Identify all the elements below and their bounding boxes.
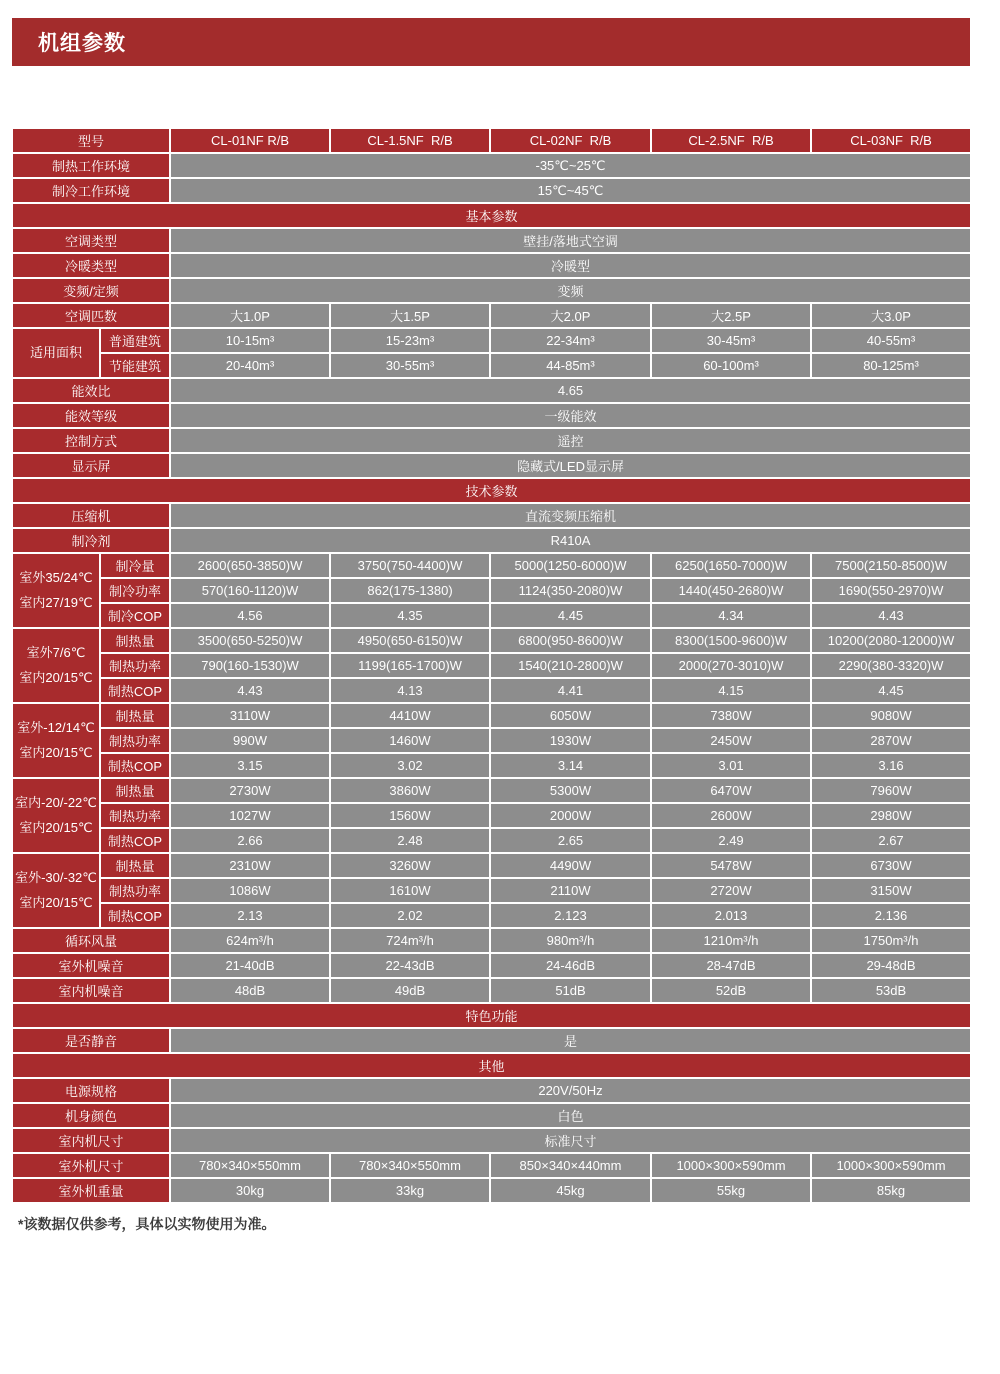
value-cell: 33kg: [330, 1178, 490, 1203]
value-cell: 40-55m³: [811, 328, 971, 353]
value-cell: 3260W: [330, 853, 490, 878]
value-cell: 7960W: [811, 778, 971, 803]
value-cell: 29-48dB: [811, 953, 971, 978]
row-label: 显示屏: [12, 453, 170, 478]
page-title-banner: [12, 18, 970, 66]
value-cell: 1440(450-2680)W: [651, 578, 811, 603]
table-row: [12, 353, 971, 378]
sub-row-label: 制热功率: [100, 803, 170, 828]
table-row: [12, 853, 971, 878]
value-cell: 2310W: [170, 853, 330, 878]
value-cell: 2.67: [811, 828, 971, 853]
value-cell: 2980W: [811, 803, 971, 828]
section-row: [12, 478, 971, 503]
group-label-line: 室内27/19℃: [19, 594, 93, 610]
value-cell: 6050W: [490, 703, 651, 728]
value-cell: 5300W: [490, 778, 651, 803]
spec-table: [11, 127, 972, 1204]
value-cell: 4.43: [811, 603, 971, 628]
sub-row-label: 制热量: [100, 778, 170, 803]
table-row: [12, 728, 971, 753]
value-cell: 6470W: [651, 778, 811, 803]
page-title: 机组参数: [38, 32, 126, 55]
value-cell: 22-43dB: [330, 953, 490, 978]
value-cell: 2.49: [651, 828, 811, 853]
group-label: [12, 703, 100, 778]
row-label: 室外机重量: [12, 1178, 170, 1203]
table-row: [12, 1178, 971, 1203]
table-row: [12, 528, 971, 553]
value-cell: 49dB: [330, 978, 490, 1003]
value-cell: 7380W: [651, 703, 811, 728]
value-cell: 30-45m³: [651, 328, 811, 353]
row-label: 制冷剂: [12, 528, 170, 553]
group-label-line: 室内20/15℃: [19, 744, 93, 760]
row-value: 直流变频压缩机: [170, 503, 971, 528]
table-row: [12, 603, 971, 628]
value-cell: 570(160-1120)W: [170, 578, 330, 603]
row-value: 壁挂/落地式空调: [170, 228, 971, 253]
model-name: CL-1.5NF R/B: [330, 128, 490, 153]
group-label: [12, 628, 100, 703]
value-cell: 1540(210-2800)W: [490, 653, 651, 678]
value-cell: 45kg: [490, 1178, 651, 1203]
value-cell: 2000(270-3010)W: [651, 653, 811, 678]
value-cell: 980m³/h: [490, 928, 651, 953]
sub-row-label: 普通建筑: [100, 328, 170, 353]
model-name: CL-03NF R/B: [811, 128, 971, 153]
value-cell: 6250(1650-7000)W: [651, 553, 811, 578]
sub-row-label: 制热COP: [100, 678, 170, 703]
row-value: 冷暖型: [170, 253, 971, 278]
group-label: [12, 328, 100, 378]
value-cell: 2.13: [170, 903, 330, 928]
group-label: [12, 778, 100, 853]
group-label-line: 室外-12/14℃: [17, 719, 95, 735]
value-cell: 2.013: [651, 903, 811, 928]
value-cell: 3150W: [811, 878, 971, 903]
row-value: 遥控: [170, 428, 971, 453]
value-cell: 2600W: [651, 803, 811, 828]
value-cell: 80-125m³: [811, 353, 971, 378]
table-row: [12, 378, 971, 403]
value-cell: 724m³/h: [330, 928, 490, 953]
value-cell: 2730W: [170, 778, 330, 803]
section-title: 特色功能: [12, 1003, 971, 1028]
row-value: 变频: [170, 278, 971, 303]
row-value: R410A: [170, 528, 971, 553]
value-cell: 21-40dB: [170, 953, 330, 978]
value-cell: 3750(750-4400)W: [330, 553, 490, 578]
table-row: [12, 1078, 971, 1103]
row-label: 冷暖类型: [12, 253, 170, 278]
value-cell: 1750m³/h: [811, 928, 971, 953]
section-title: 其他: [12, 1053, 971, 1078]
value-cell: 2720W: [651, 878, 811, 903]
value-cell: 10200(2080-12000)W: [811, 628, 971, 653]
row-value: 一级能效: [170, 403, 971, 428]
row-value: 15℃~45℃: [170, 178, 971, 203]
value-cell: 28-47dB: [651, 953, 811, 978]
value-cell: 4.43: [170, 678, 330, 703]
group-label-line: 室外-30/-32℃: [15, 869, 97, 885]
row-label: 室外机噪音: [12, 953, 170, 978]
table-row: [12, 578, 971, 603]
table-row: [12, 553, 971, 578]
table-row: [12, 403, 971, 428]
section-row: [12, 203, 971, 228]
row-value: 白色: [170, 1103, 971, 1128]
value-cell: 53dB: [811, 978, 971, 1003]
sub-row-label: 制热量: [100, 628, 170, 653]
group-label-line: 室内20/15℃: [19, 894, 93, 910]
model-name: CL-01NF R/B: [170, 128, 330, 153]
sub-row-label: 制热COP: [100, 903, 170, 928]
value-cell: 780×340×550mm: [170, 1153, 330, 1178]
value-cell: 5478W: [651, 853, 811, 878]
row-label: 是否静音: [12, 1028, 170, 1053]
value-cell: 2.123: [490, 903, 651, 928]
value-cell: 48dB: [170, 978, 330, 1003]
row-label: 室外机尺寸: [12, 1153, 170, 1178]
value-cell: 990W: [170, 728, 330, 753]
table-row: [12, 153, 971, 178]
sub-row-label: 制热量: [100, 853, 170, 878]
row-label: 电源规格: [12, 1078, 170, 1103]
value-cell: 4.45: [490, 603, 651, 628]
value-cell: 2870W: [811, 728, 971, 753]
value-cell: 850×340×440mm: [490, 1153, 651, 1178]
value-cell: 1000×300×590mm: [811, 1153, 971, 1178]
value-cell: 862(175-1380): [330, 578, 490, 603]
row-label: 能效等级: [12, 403, 170, 428]
value-cell: 3860W: [330, 778, 490, 803]
value-cell: 1000×300×590mm: [651, 1153, 811, 1178]
group-label-line: 室外7/6℃: [26, 644, 86, 660]
value-cell: 780×340×550mm: [330, 1153, 490, 1178]
value-cell: 4.41: [490, 678, 651, 703]
value-cell: 3110W: [170, 703, 330, 728]
section-row: [12, 1053, 971, 1078]
value-cell: 6800(950-8600)W: [490, 628, 651, 653]
group-label-line: 室内20/15℃: [19, 819, 93, 835]
value-cell: 15-23m³: [330, 328, 490, 353]
value-cell: 9080W: [811, 703, 971, 728]
value-cell: 55kg: [651, 1178, 811, 1203]
table-row: [12, 503, 971, 528]
sub-row-label: 制冷功率: [100, 578, 170, 603]
row-label: 空调类型: [12, 228, 170, 253]
value-cell: 4.34: [651, 603, 811, 628]
value-cell: 2.02: [330, 903, 490, 928]
model-name: CL-2.5NF R/B: [651, 128, 811, 153]
value-cell: 4.56: [170, 603, 330, 628]
row-label: 制冷工作环境: [12, 178, 170, 203]
value-cell: 4410W: [330, 703, 490, 728]
value-cell: 4950(650-6150)W: [330, 628, 490, 653]
table-row: [12, 978, 971, 1003]
table-row: [12, 253, 971, 278]
value-cell: 大1.0P: [170, 303, 330, 328]
table-row: [12, 753, 971, 778]
row-value: 220V/50Hz: [170, 1078, 971, 1103]
value-cell: 1199(165-1700)W: [330, 653, 490, 678]
value-cell: 624m³/h: [170, 928, 330, 953]
value-cell: 大1.5P: [330, 303, 490, 328]
value-cell: 30-55m³: [330, 353, 490, 378]
value-cell: 6730W: [811, 853, 971, 878]
value-cell: 3500(650-5250)W: [170, 628, 330, 653]
value-cell: 2450W: [651, 728, 811, 753]
row-label: 空调匹数: [12, 303, 170, 328]
table-row: [12, 703, 971, 728]
table-row: [12, 1153, 971, 1178]
value-cell: 3.01: [651, 753, 811, 778]
value-cell: 3.14: [490, 753, 651, 778]
group-label-line: 室内20/15℃: [19, 669, 93, 685]
group-label-line: 适用面积: [29, 344, 82, 360]
row-label: 机身颜色: [12, 1103, 170, 1128]
table-row: [12, 1103, 971, 1128]
value-cell: 7500(2150-8500)W: [811, 553, 971, 578]
value-cell: 10-15m³: [170, 328, 330, 353]
model-header-label: 型号: [12, 128, 170, 153]
value-cell: 2.65: [490, 828, 651, 853]
table-row: [12, 1028, 971, 1053]
value-cell: 790(160-1530)W: [170, 653, 330, 678]
value-cell: 5000(1250-6000)W: [490, 553, 651, 578]
table-row: [12, 628, 971, 653]
value-cell: 52dB: [651, 978, 811, 1003]
value-cell: 4.45: [811, 678, 971, 703]
row-label: 压缩机: [12, 503, 170, 528]
value-cell: 1690(550-2970)W: [811, 578, 971, 603]
value-cell: 1210m³/h: [651, 928, 811, 953]
row-value: 是: [170, 1028, 971, 1053]
row-value: 隐藏式/LED显示屏: [170, 453, 971, 478]
table-row: [12, 178, 971, 203]
table-row: [12, 228, 971, 253]
value-cell: 3.16: [811, 753, 971, 778]
value-cell: 3.15: [170, 753, 330, 778]
table-row: [12, 303, 971, 328]
sub-row-label: 制热COP: [100, 828, 170, 853]
table-row: [12, 653, 971, 678]
group-label: [12, 553, 100, 628]
row-label: 循环风量: [12, 928, 170, 953]
value-cell: 4.35: [330, 603, 490, 628]
table-row: [12, 828, 971, 853]
sub-row-label: 制热量: [100, 703, 170, 728]
value-cell: 大2.5P: [651, 303, 811, 328]
table-row: [12, 953, 971, 978]
value-cell: 2000W: [490, 803, 651, 828]
value-cell: 4.15: [651, 678, 811, 703]
footnote: *该数据仅供参考，具体以实物使用为准。: [18, 1216, 276, 1232]
row-label: 变频/定频: [12, 278, 170, 303]
table-row: [12, 678, 971, 703]
value-cell: 85kg: [811, 1178, 971, 1203]
table-row: [12, 428, 971, 453]
row-value: 标准尺寸: [170, 1128, 971, 1153]
sub-row-label: 节能建筑: [100, 353, 170, 378]
group-label-line: 室内-20/-22℃: [15, 794, 97, 810]
group-label: [12, 853, 100, 928]
table-row: [12, 328, 971, 353]
section-title: 基本参数: [12, 203, 971, 228]
value-cell: 1610W: [330, 878, 490, 903]
section-title: 技术参数: [12, 478, 971, 503]
value-cell: 2290(380-3320)W: [811, 653, 971, 678]
value-cell: 1124(350-2080)W: [490, 578, 651, 603]
sub-row-label: 制热功率: [100, 653, 170, 678]
value-cell: 44-85m³: [490, 353, 651, 378]
model-name: CL-02NF R/B: [490, 128, 651, 153]
value-cell: 2600(650-3850)W: [170, 553, 330, 578]
value-cell: 30kg: [170, 1178, 330, 1203]
value-cell: 51dB: [490, 978, 651, 1003]
row-value: -35℃~25℃: [170, 153, 971, 178]
value-cell: 24-46dB: [490, 953, 651, 978]
table-row: [12, 1128, 971, 1153]
table-row: [12, 878, 971, 903]
value-cell: 1086W: [170, 878, 330, 903]
row-value: 4.65: [170, 378, 971, 403]
value-cell: 2.66: [170, 828, 330, 853]
row-label: 室内机尺寸: [12, 1128, 170, 1153]
table-row: [12, 453, 971, 478]
row-label: 控制方式: [12, 428, 170, 453]
sub-row-label: 制热COP: [100, 753, 170, 778]
value-cell: 2.136: [811, 903, 971, 928]
section-row: [12, 1003, 971, 1028]
row-label: 室内机噪音: [12, 978, 170, 1003]
group-label-line: 室外35/24℃: [19, 569, 93, 585]
value-cell: 4490W: [490, 853, 651, 878]
table-row: [12, 803, 971, 828]
value-cell: 8300(1500-9600)W: [651, 628, 811, 653]
sub-row-label: 制热功率: [100, 878, 170, 903]
value-cell: 3.02: [330, 753, 490, 778]
table-row: [12, 778, 971, 803]
sub-row-label: 制热功率: [100, 728, 170, 753]
value-cell: 2110W: [490, 878, 651, 903]
value-cell: 4.13: [330, 678, 490, 703]
table-row: [12, 928, 971, 953]
row-label: 能效比: [12, 378, 170, 403]
table-row: [12, 278, 971, 303]
row-label: 制热工作环境: [12, 153, 170, 178]
value-cell: 60-100m³: [651, 353, 811, 378]
value-cell: 20-40m³: [170, 353, 330, 378]
table-row: [12, 903, 971, 928]
value-cell: 1930W: [490, 728, 651, 753]
value-cell: 2.48: [330, 828, 490, 853]
value-cell: 22-34m³: [490, 328, 651, 353]
value-cell: 1560W: [330, 803, 490, 828]
value-cell: 大2.0P: [490, 303, 651, 328]
value-cell: 大3.0P: [811, 303, 971, 328]
sub-row-label: 制冷量: [100, 553, 170, 578]
value-cell: 1460W: [330, 728, 490, 753]
value-cell: 1027W: [170, 803, 330, 828]
model-header-row: [12, 128, 971, 153]
sub-row-label: 制冷COP: [100, 603, 170, 628]
